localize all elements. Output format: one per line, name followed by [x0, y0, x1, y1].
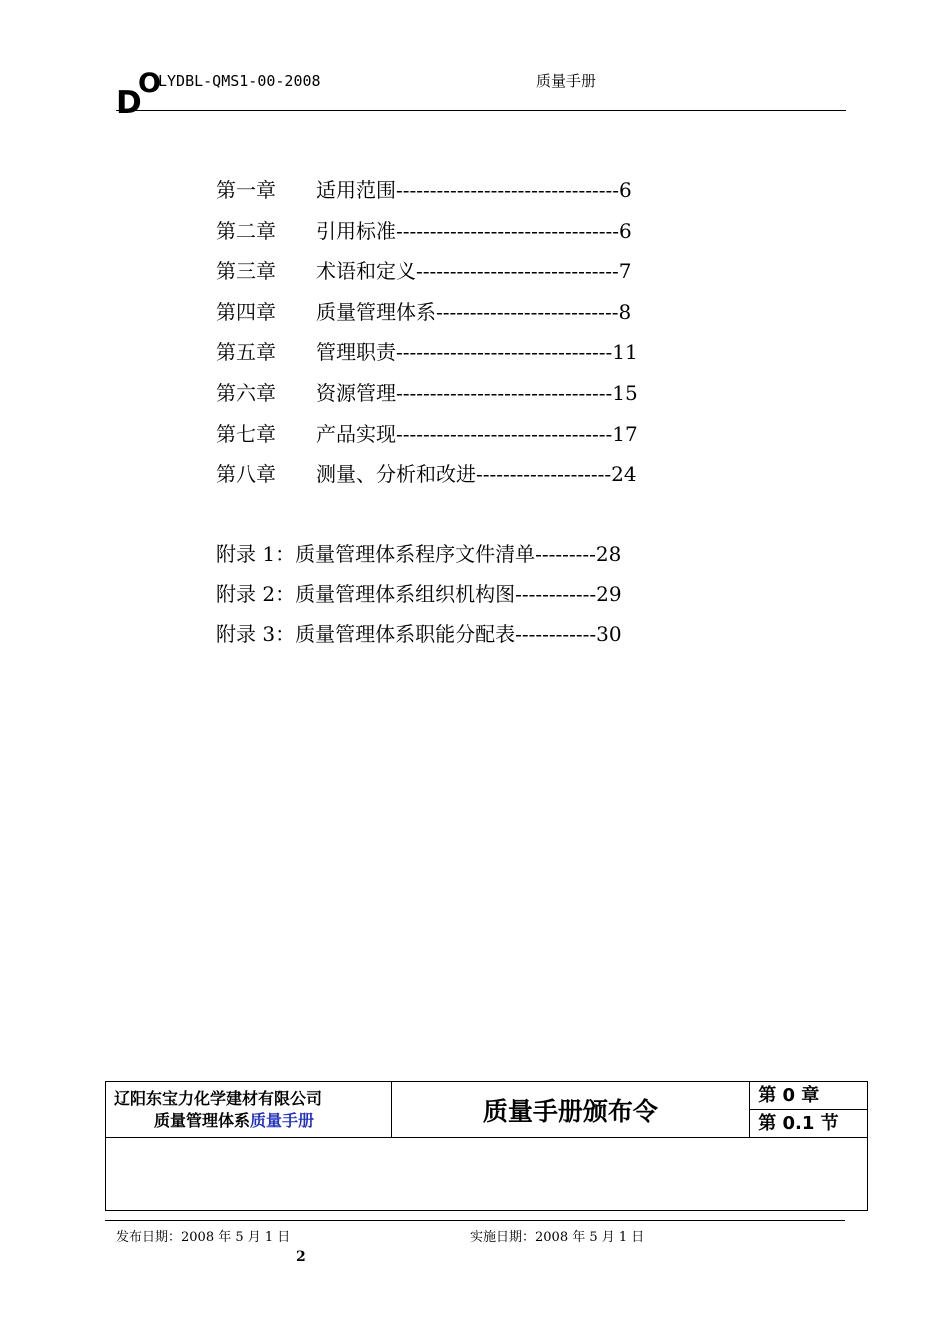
- toc-chapter-number: 第八章: [216, 462, 276, 487]
- toc-chapter-number: 第三章: [216, 259, 276, 284]
- system-name: [106, 1110, 391, 1132]
- appendix-item: 附录 3：质量管理体系职能分配表------------30: [216, 622, 622, 646]
- toc-chapter-number: 第四章: [216, 299, 276, 324]
- toc-item: [216, 460, 638, 501]
- toc-item: [216, 338, 638, 379]
- toc-entry: 质量管理体系---------------------------8: [316, 299, 632, 324]
- chapter-label: 第 0 章: [750, 1082, 868, 1110]
- toc-entry: 资源管理--------------------------------15: [316, 380, 638, 405]
- toc-item: [216, 176, 638, 217]
- system-prefix: 质量管理体系: [154, 1110, 251, 1130]
- toc-item: [216, 298, 638, 339]
- header-title: 质量手册: [536, 72, 597, 90]
- toc-chapter-number: 第二章: [216, 218, 276, 243]
- toc-entry: 产品实现--------------------------------17: [316, 421, 638, 446]
- footer-divider: [105, 1220, 845, 1221]
- issue-date: 发布日期：2008 年 5 月 1 日: [116, 1230, 291, 1245]
- toc-entry: 管理职责--------------------------------11: [316, 340, 638, 365]
- system-manual-label: 质量手册: [250, 1110, 315, 1130]
- implementation-date: 实施日期：2008 年 5 月 1 日: [470, 1230, 645, 1245]
- toc-chapter-number: 第七章: [216, 421, 276, 446]
- toc-entry: 引用标准---------------------------------6: [316, 218, 632, 243]
- document-code: LYDBL-QMS1-00-2008: [158, 72, 321, 90]
- toc-item: [216, 257, 638, 298]
- toc-item: [216, 217, 638, 258]
- header-divider: [116, 110, 846, 111]
- toc-entry: 适用范围---------------------------------6: [316, 178, 632, 202]
- document-title: 质量手册颁布令: [391, 1082, 750, 1138]
- section-label: 第 0.1 节: [750, 1110, 868, 1138]
- blank-content-cell: [106, 1138, 868, 1211]
- company-cell: [106, 1082, 392, 1138]
- document-control-table: [105, 1081, 868, 1211]
- toc-item: [216, 420, 638, 461]
- toc-item: [216, 379, 638, 420]
- appendix-list: [216, 540, 622, 660]
- company-logo: [116, 70, 162, 120]
- toc-chapter-number: 第五章: [216, 340, 276, 365]
- logo-letter-d: D: [116, 85, 142, 121]
- appendix-item: 附录 1：质量管理体系程序文件清单---------28: [216, 542, 622, 566]
- appendix-item: 附录 2：质量管理体系组织机构图------------29: [216, 582, 622, 606]
- logo-letter-o: O: [138, 68, 161, 99]
- toc-chapter-number: 第六章: [216, 380, 276, 405]
- toc-entry: 术语和定义------------------------------7: [316, 259, 632, 284]
- table-of-contents: [216, 176, 638, 501]
- toc-chapter-number: 第一章: [216, 178, 276, 202]
- toc-entry: 测量、分析和改进--------------------24: [316, 462, 637, 487]
- company-name: 辽阳东宝力化学建材有限公司: [114, 1088, 323, 1108]
- page-number: 2: [296, 1249, 306, 1265]
